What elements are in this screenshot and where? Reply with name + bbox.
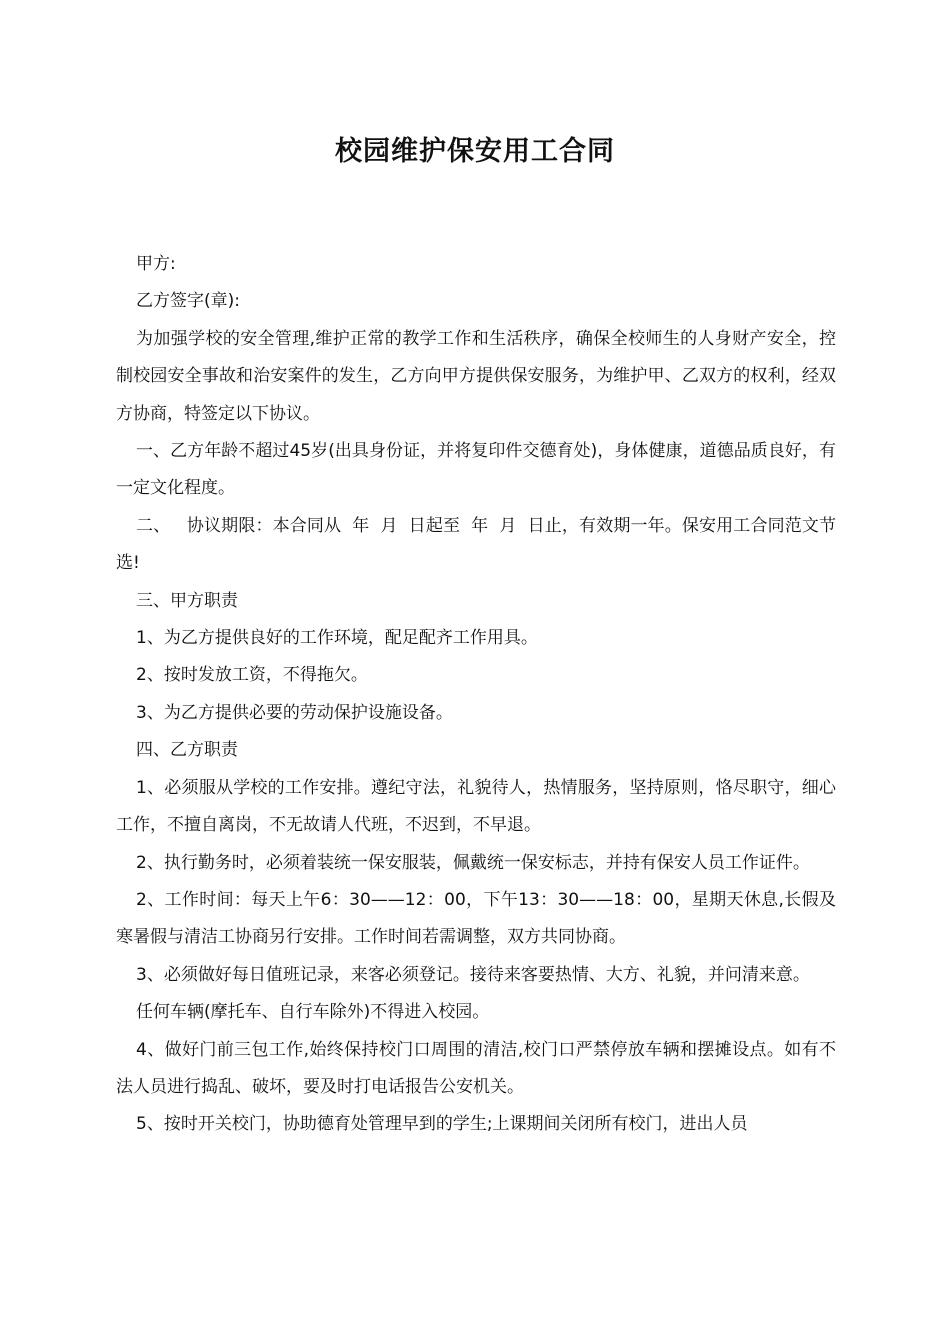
- clause-2-paragraph: 二、 协议期限：本合同从 年 月 日起至 年 月 日止，有效期一年。保安用工合同范文节选!: [116, 515, 836, 574]
- party-b-duty-3: 3、必须做好每日值班记录，来客必须登记。接待来客要热情、大方、礼貌，并问清来意。: [136, 964, 810, 985]
- party-b-duty-1: 1、必须服从学校的工作安排。遵纪守法，礼貌待人，热情服务，坚持原则，恪尽职守，细心工作，不擅自离岗，不无故请人代班，不迟到，不早退。: [116, 777, 836, 836]
- party-b-signature-line: 乙方签字(章):: [136, 291, 240, 312]
- party-b-duty-4: 4、做好门前三包工作,始终保持校门口周围的清洁,校门口严禁停放车辆和摆摊设点。如有不法人员进行捣乱、破坏，要及时打电话报告公安机关。: [116, 1039, 836, 1097]
- party-a-duty-2: 2、按时发放工资，不得拖欠。: [136, 665, 368, 686]
- section-heading-party-a-duties: 三、甲方职责: [136, 590, 238, 611]
- party-b-duty-working-hours: 2、工作时间：每天上午6：30——12：00，下午13：30——18：00，星期天休息,长假及寒暑假与清洁工协商另行安排。工作时间若需调整，双方共同协商。: [116, 889, 836, 948]
- party-a-duty-1: 1、为乙方提供良好的工作环境，配足配齐工作用具。: [136, 628, 538, 649]
- party-a-line: 甲方:: [136, 254, 176, 274]
- party-b-duty-5: 5、按时开关校门，协助德育处管理早到的学生;上课期间关闭所有校门，进出人员: [136, 1114, 748, 1135]
- clause-1-paragraph: 一、乙方年龄不超过45岁(出具身份证，并将复印件交德育处)，身体健康，道德品质良好，有一定文化程度。: [116, 441, 836, 499]
- document-body: [116, 246, 836, 1144]
- party-a-duty-3: 3、为乙方提供必要的劳动保护设施设备。: [136, 702, 453, 723]
- vehicle-rule-paragraph: 任何车辆(摩托车、自行车除外)不得进入校园。: [136, 1002, 490, 1023]
- party-b-duty-2: 2、执行勤务时，必须着装统一保安服装，佩戴统一保安标志，并持有保安人员工作证件。: [136, 852, 810, 873]
- document-title: 校园维护保安用工合同: [335, 136, 615, 167]
- section-heading-party-b-duties: 四、乙方职责: [136, 740, 238, 761]
- preamble-paragraph: 为加强学校的安全管理,维护正常的教学工作和生活秩序，确保全校师生的人身财产安全，控制校园安全事故和治安案件的发生，乙方向甲方提供保安服务，为维护甲、乙双方的权利，经双方协商，特签定以下协议。: [116, 328, 836, 424]
